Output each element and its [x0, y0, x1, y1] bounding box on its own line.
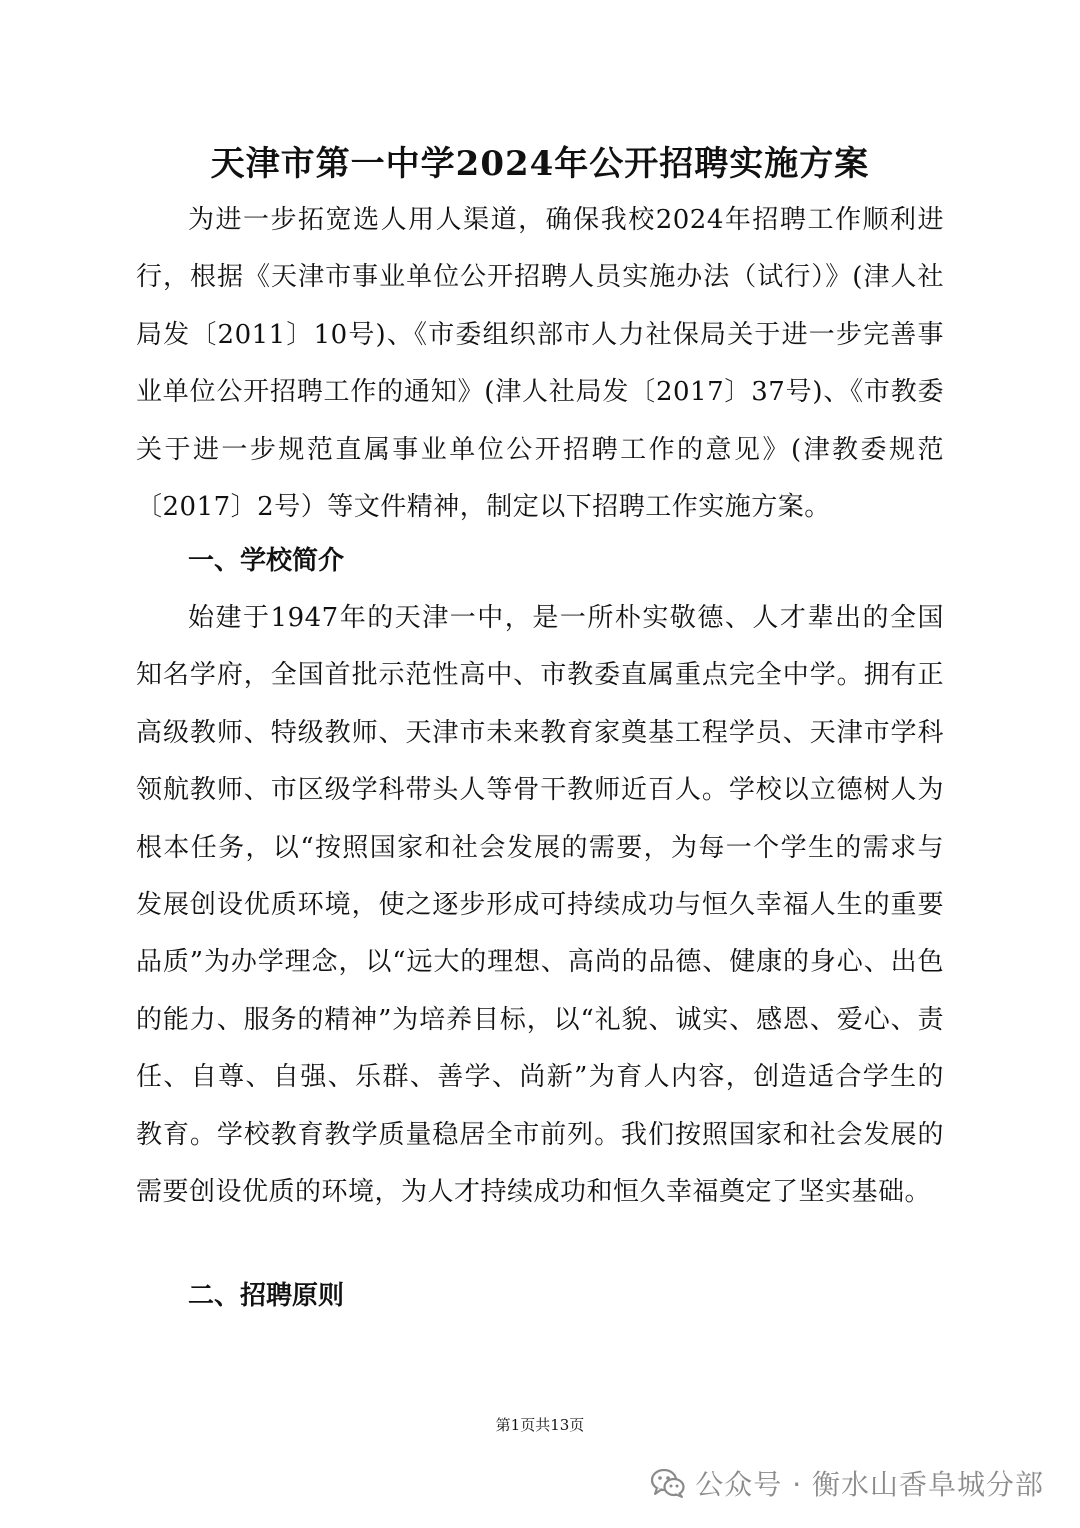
- intro-paragraph: 为进一步拓宽选人用人渠道，确保我校2024年招聘工作顺利进行，根据《天津市事业单位公开招聘人员实施办法（试行）》(津人社局发〔2011〕10号)、《市委组织部市人力社保局关于进一步完善事业单位公开招聘工作的通知》(津人社局发〔2017〕37号)、《市教委关于进一步规范直属事业单位公开招聘工作的意见》(津教委规范〔2017〕2号）等文件精神，制定以下招聘工作实施方案。: [136, 205, 944, 523]
- wechat-watermark: [651, 1460, 1044, 1506]
- section-heading-school-intro: 一、学校简介: [188, 546, 345, 576]
- school-intro-paragraph: 始建于1947年的天津一中，是一所朴实敬德、人才辈出的全国知名学府，全国首批示范性高中、市教委直属重点完全中学。拥有正高级教师、特级教师、天津市未来教育家奠基工程学员、天津市学科领航教师、市区级学科带头人等骨干教师近百人。学校以立德树人为根本任务，以“按照国家和社会发展的需要，为每一个学生的需求与发展创设优质环境，使之逐步形成可持续成功与恒久幸福人生的重要品质”为办学理念，以“远大的理想、高尚的品德、健康的身心、出色的能力、服务的精神”为培养目标，以“礼貌、诚实、感恩、爱心、责任、自尊、自强、乐群、善学、尚新”为育人内容，创造适合学生的教育。学校教育教学质量稳居全市前列。我们按照国家和社会发展的需要创设优质的环境，为人才持续成功和恒久幸福奠定了坚实基础。: [136, 603, 944, 1208]
- page-number-footer: 第1页共13页: [495, 1416, 585, 1434]
- section-heading-recruitment-principles: 二、招聘原则: [188, 1281, 345, 1311]
- wechat-icon: [651, 1468, 685, 1498]
- watermark-text: 公众号 · 衡水山香阜城分部: [695, 1468, 1044, 1501]
- document-title: 天津市第一中学2024年公开招聘实施方案: [210, 144, 870, 184]
